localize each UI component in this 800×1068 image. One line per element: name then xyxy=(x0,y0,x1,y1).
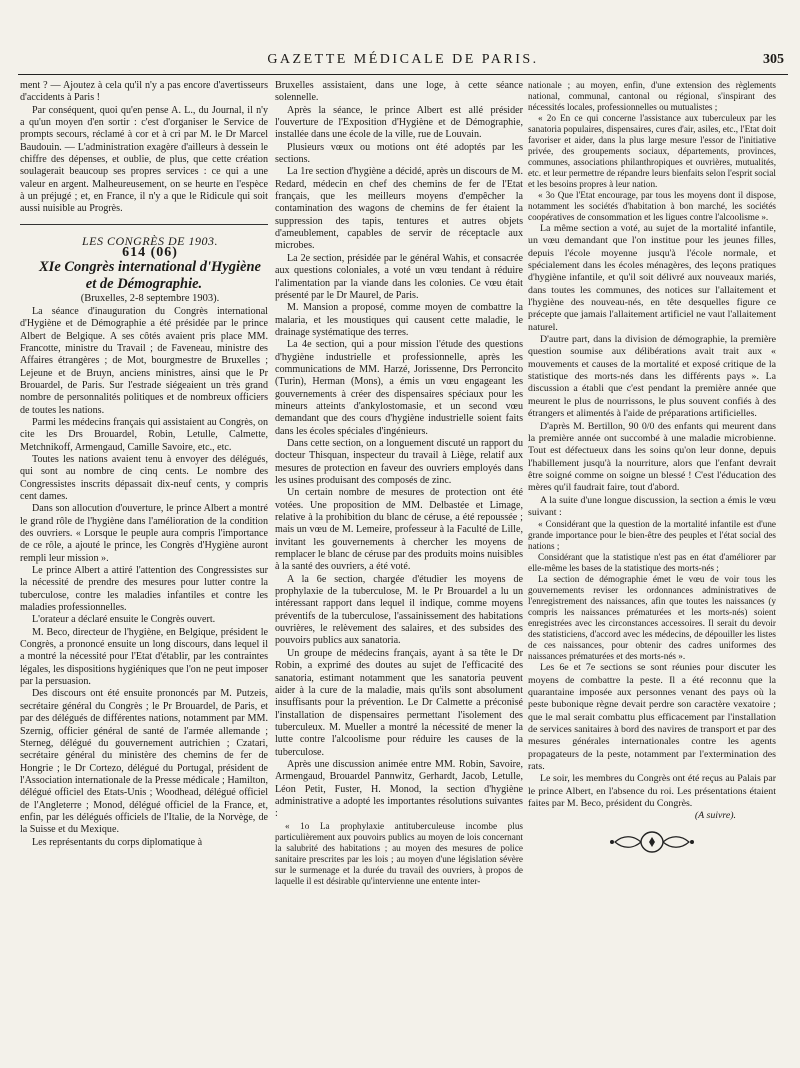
page-number: 305 xyxy=(763,52,784,67)
paragraph: La 4e section, qui a pour mission l'étude des questions d'hygiène industrielle et professionnelle, après les communications de MM. Harzé, Jorissenne, Drs Perroncito (Turin), Herman (Mons), a émis un vœu engageant les gouvernements à créer des dispensaires spéciaux pour les mineurs atteints d'ankylostomasie, et un second vœu demandant que des cours d'hygiène industrielle soient faits dans les écoles spéciales d'ingénieurs. xyxy=(275,339,523,437)
paragraph: Dans son allocution d'ouverture, le prince Albert a montré le grand rôle de l'hygiène dans l'amélioration de la condition des ouvriers. « Lorsque le peuple aura compris l'importance de ce rôle, a ajouté le prince, les Congrès d'Hygiène auront rempli leur mission ». xyxy=(20,503,268,564)
fleuron-ornament-icon xyxy=(607,829,697,855)
paragraph: Le soir, les membres du Congrès ont été reçus au Palais par le prince Albert, en l'absence du roi. Les présentations étaient faites par M. Beco, président du Congrès. xyxy=(528,773,776,810)
resolution-quote xyxy=(528,519,776,662)
paragraph: Les représentants du corps diplomatique à xyxy=(32,836,203,848)
paragraph: A la 6e section, chargée d'étudier les moyens de prophylaxie de la tuberculose, M. le Pr Brouardel a lu un intéressant rapport dans lequel il indique, comme moyens préventifs de la tuberculose, l'assainissement des habitations ouvrières, le relèvement des salaires, et des subsides des pouvoirs publics aux sanatoria. xyxy=(275,573,523,647)
paragraph: La 2e section, présidée par le général Wahis, et consacrée aux questions coloniales, a voté un vœu tendant à réduire l'alimentation par la viande dans les colonies. Ce vœu était présenté par le Dr Maurel, de Paris. xyxy=(275,252,523,301)
paragraph: Dans cette section, on a longuement discuté un rapport du docteur Thisquan, inspecteur du travail à Liège, relatif aux mesures de protection en faveur des ouvriers employés dans les usines produisant des composés de zinc. xyxy=(275,437,523,486)
paragraph: M. Beco, directeur de l'hygiène, en Belgique, président le Congrès, a prononcé ensuite un long discours, dans lequel il a montré la nécessité pour l'Etat d'établir, par les contraintes légales, les dispositions hygiéniques que l'on ne peut imposer par la persuasion. xyxy=(20,626,268,688)
paragraph: La même section a voté, au sujet de la mortalité infantile, un vœu demandant que l'on institue pour les jeunes filles, depuis l'école moyenne jusqu'à l'école normale, et spécialement dans les écoles ménagères, des leçons pratiques d'hygiène infantile, et qu'il soit délivré aux nouveaux mariés, dans toutes les communes, des notices sur l'allaitement et l'hygiène des nouveau-nés, en tête desquelles figure ce précepte que jamais l'allaitement artificiel ne vaut l'allaitement naturel. xyxy=(528,223,776,333)
paragraph: La 1re section d'hygiène a décidé, après un discours de M. Redard, médecin en chef des chemins de fer de l'Etat français, que les meilleurs moyens d'empêcher la contamination des wagons de chemins de fer étaient la suppression des tapis, tentures et autres objets d'ameublement, capables de servir de réceptacle aux microbes. xyxy=(275,166,523,252)
paragraph: D'après M. Bertillon, 90 0/0 des enfants qui meurent dans la première année ont succombé à une maladie microbienne. Tout est défectueux dans les soins qu'on leur donne, depuis l'habillement jusqu'à la nourriture, alors que l'enfant devrait être soigné comme on soigne un blessé ! C'est l'éducation des mères qu'il faudrait faire, tout d'abord. xyxy=(528,420,776,494)
paragraph: Les 6e et 7e sections se sont réunies pour discuter les moyens de combattre la peste. Il a été reconnu que la quarantaine imposée aux personnes venant des pays où la peste bubonique règne devait perdre son caractère vexatoire ; que le mal serait combattu plus efficacement par l'installation de services sanitaires à bord des navires de transport et par des mesures générales internationales contre les agents propagateurs de la peste, notamment par l'extermination des rats. xyxy=(528,662,776,772)
section-title: LES CONGRÈS DE 1903. xyxy=(82,233,218,248)
article-number: 614 (06) xyxy=(122,245,178,261)
paragraph: Après la séance, le prince Albert est allé présider l'ouverture de l'Exposition d'Hygiène et de Démographie, installée dans une école de la ville, rue de Louvain. xyxy=(275,104,523,141)
paragraph: ment ? — Ajoutez à cela qu'il n'y a pas encore d'avertisseurs d'accidents à Paris ! xyxy=(20,80,268,104)
paragraph: Bruxelles assistaient, dans une loge, à cette séance solennelle. xyxy=(275,80,523,104)
quote-paragraph: La section de démographie émet le vœu de voir tous les gouvernements reviser les ordonnances administratives de l'enregistrement des naissances, afin que toutes les naissances (y compris les naissances prématurées et les morts-nés) soient enregistrées avec les circonstances accessoires. Il serait du devoir des statisticiens, d'accord avec les médecins, de dépouiller les listes de ces naissances, pour obtenir des cadres uniformes des naissances prématurées et des morts-nés ». xyxy=(528,574,776,662)
paragraph: A la suite d'une longue discussion, la section a émis le vœu suivant : xyxy=(528,494,776,518)
column-1 xyxy=(20,80,268,1065)
paragraph: M. Mansion a proposé, comme moyen de combattre la malaria, et les moustiques qui causent cette maladie, le drainage systématique des terres. xyxy=(275,302,523,338)
running-title: GAZETTE MÉDICALE DE PARIS. xyxy=(267,52,539,67)
quote-paragraph: « 1o La prophylaxie antituberculeuse incombe plus particulièrement aux pouvoirs publics au moyen de lois concernant la salubrité des habitations ; au moyen des mesures de police sanitaire prescrites par les lois ; au moyen d'une législation sévère sur le surmenage et la durée du travail des ouvriers, à propos de laquelle il est désirable qu'intervienne une entente inter- xyxy=(275,820,523,886)
paragraph: Le prince Albert a attiré l'attention des Congressistes sur la nécessité de prendre des mesures pour lutter contre la tuberculose, contre les maladies infantiles et contre les maladies professionnelles. xyxy=(20,565,268,614)
paragraph: Des discours ont été ensuite prononcés par M. Putzeis, secrétaire général du Congrès ; le Pr Brouardel, de Paris, et par des délégués de différentes nations, notamment par MM. Szernig, officier général de santé de l'armée allemande ; Sterneg, délégué du gouvernement autrichien ; Czatari, secrétaire général du ministère des chemins de fer de Hongrie ; le Dr Cortezo, délégué du Portugal, président de l'Association internationale de la Presse médicale ; Hamilton, délégué officiel des Etats-Unis ; Woodhead, délégué officiel de l'Angleterre ; Monod, délégué officiel de la France, et, enfin, par les délégués officiels de l'Italie, de la Norvège, de la Suisse et du Mexique. xyxy=(20,688,268,836)
paragraph: Toutes les nations avaient tenu à envoyer des délégués, qui sont au nombre de cinq cents. Le nombre des Congressistes inscrits dépassait dix-neuf cents, y compris cent dames. xyxy=(20,453,268,502)
paragraph: Par conséquent, quoi qu'en pense A. L., du Journal, il n'y a qu'un moyen d'en sortir : c'est d'organiser le Service de prompts secours, réclamé à cor et à cri par M. le Dr Marcel Baudouin. — L'administration exagère d'ailleurs à dessein le chiffre des dépenses, et oublie, de plus, que cette création soulagerait beaucoup ses propres services : ce qui a une valeur en argent. Malheureusement, on se heurte en l'espèce à un préjugé ; et, en France, il n'y a que le Ridicule qui soit aussi nuisible au Progrès. xyxy=(20,104,268,215)
paragraph: Un certain nombre de mesures de protection ont été votées. Une proposition de MM. Delbastée et Limage, relative à la prohibition du blanc de céruse, a été repoussée ; mais un vœu de M. Lemeire, professeur à la Faculté de Lille, invitant les gouvernements à chercher les moyens de remplacer le blanc de céruse par des produits moins nuisibles à la santé des ouvriers, a été voté. xyxy=(275,487,523,573)
paragraph: Un groupe de médecins français, ayant à sa tête le Dr Robin, a exprimé des doutes au sujet de l'efficacité des sanatoria, estimant notamment que les sanatoria peuvent aider à la cure de la maladie, mais qu'ils sont absolument insuffisants pour la prévention. Le Dr Calmette a préconisé l'installation de dispensaires permettant l'isolement des tuberculeux. M. Mueller a montré la nécessité de mener la lutte contre l'alcoolisme pour réduire les causes de la tuberculose. xyxy=(275,647,523,758)
page-header xyxy=(18,52,788,75)
section-divider xyxy=(20,224,268,225)
paragraph: D'autre part, dans la division de démographie, la première question soumise aux délibérations avait trait aux « mouvements et causes de la mortalité et exposé critique de la statistique des morts-nés dans les différents pays ». La discussion a établi que c'est pendant la première année que meurent le plus de nourrissons, le plus souvent confiés à des étrangers et alimentés à l'aide de préparations artificielles. xyxy=(528,334,776,420)
resolution-quote xyxy=(528,80,776,223)
quote-paragraph: nationale ; au moyen, enfin, d'une extension des règlements national, communal, cantonal ou régional, s'inspirant des nécessités locales, professionnelles ou mutualistes ; xyxy=(528,80,776,112)
quote-paragraph: Considérant que la statistique n'est pas en état d'améliorer par elle-même les bases de la statistique des morts-nés ; xyxy=(528,552,776,574)
paragraph: Plusieurs vœux ou motions ont été adoptés par les sections. xyxy=(275,141,523,166)
column-2 xyxy=(275,80,523,1065)
paragraph: L'orateur a déclaré ensuite le Congrès ouvert. xyxy=(32,614,216,626)
article-title: XIe Congrès international d'Hygiène et de Démographie. xyxy=(39,259,261,293)
quote-paragraph: « 2o En ce qui concerne l'assistance aux tuberculeux par les sanatoria populaires, dispensaires, cures d'air, asiles, etc., l'Etat doit favoriser et aider, dans la plus large mesure l'essor de l'initiative privée, des groupements sociaux, départements, provinces, communes, associations philanthropiques et ouvrières, mutualités, etc. et leur permettre de répandre leurs bienfaits selon l'esprit social et les besoins propres à leur nation. xyxy=(528,113,776,189)
quote-paragraph: « Considérant que la question de la mortalité infantile est d'une grande importance pour le bien-être des peuples et l'état social des nations ; xyxy=(528,519,776,552)
column-3 xyxy=(528,80,776,1065)
quote-paragraph: « 3o Que l'Etat encourage, par tous les moyens dont il dispose, notamment les sociétés d'habitation à bon marché, les sociétés coopératives de consommation et les ligues contre l'alcoolisme ». xyxy=(528,190,776,222)
resolution-quote xyxy=(275,821,523,887)
paragraph: La séance d'inauguration du Congrès international d'Hygiène et de Démographie a été présidée par le prince Albert de Belgique. A ses côtés avaient pris place MM. Francotte, ministre du Travail ; de Faveneau, ministre des Affaires étrangères ; de Mot, bourgmestre de Bruxelles ; Lejeune et de Bruyn, anciens ministres, ainsi que le Pr Brouardel, de Paris. Sur l'estrade siégeaient un très grand nombre de personnalités politiques et de nombreux officiers de toutes les nations. xyxy=(20,305,268,416)
paragraph: Après une discussion animée entre MM. Robin, Savoire, Armengaud, Brouardel Pannwitz, Gerhardt, Jacob, Letulle, Léon Petit, Fuster, H. Monod, la section d'hygiène administrative a adopté les importantes résolutions suivantes : xyxy=(275,758,523,820)
article-dateline: (Bruxelles, 2-8 septembre 1903). xyxy=(80,293,220,305)
to-be-continued: (A suivre). xyxy=(694,810,736,822)
paragraph: Parmi les médecins français qui assistaient au Congrès, on cite les Drs Brouardel, Robin, Letulle, Calmette, Metchnikoff, Armengaud, Camille Savoire, etc., etc. xyxy=(20,416,268,453)
